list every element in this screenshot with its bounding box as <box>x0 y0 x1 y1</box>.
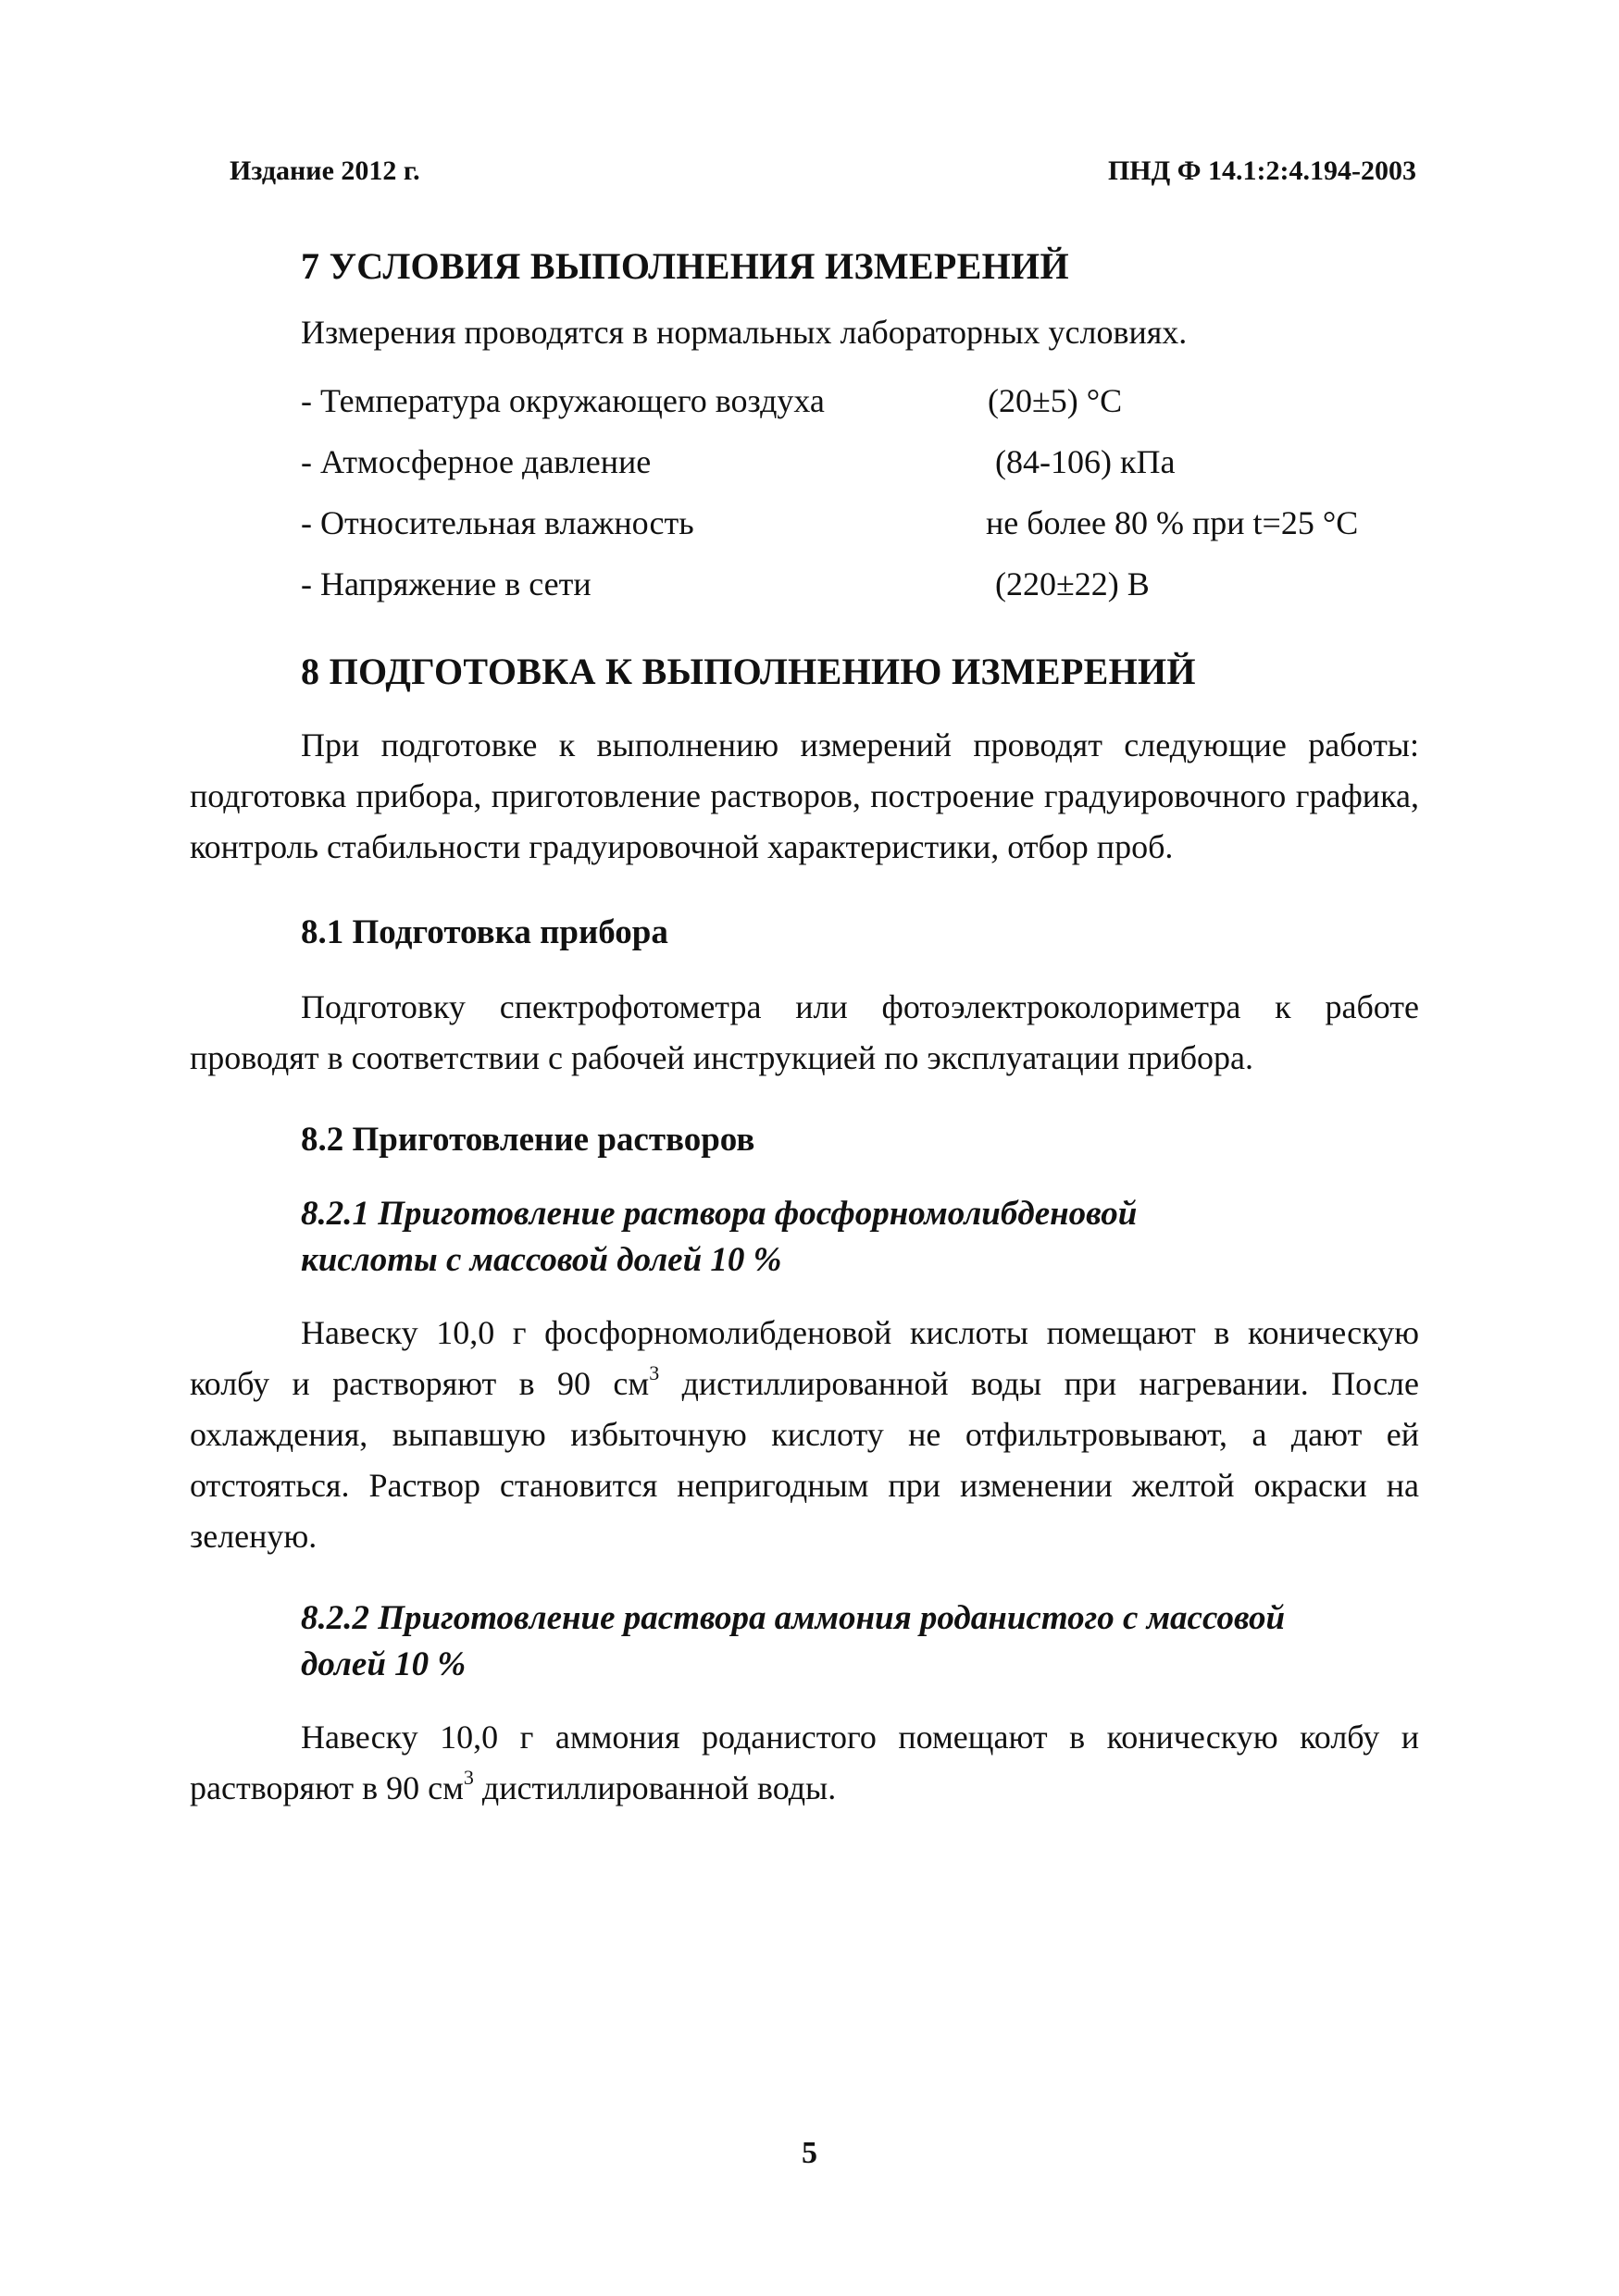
document-code: ПНД Ф 14.1:2:4.194-2003 <box>1107 155 1416 186</box>
subsection-8-2-title: 8.2 Приготовление растворов <box>301 1121 755 1159</box>
section-8-title: 8 ПОДГОТОВКА К ВЫПОЛНЕНИЮ ИЗМЕРЕНИЙ <box>301 651 1196 692</box>
subsection-8-2-2-block <box>190 1712 1419 1814</box>
subsection-8-2-2-text <box>190 1712 1419 1814</box>
subsection-8-2-1-title <box>301 1191 1419 1284</box>
condition-row <box>301 492 1419 553</box>
subsection-8-1-block <box>190 982 1419 1084</box>
superscript: 3 <box>463 1766 474 1789</box>
subsection-8-2-1-title-line1: 8.2.1 Приготовление раствора фосфорномолибденовой <box>301 1195 1138 1233</box>
subsection-8-2-1-block <box>190 1308 1419 1562</box>
condition-value: (20±5) °С <box>988 382 1123 419</box>
condition-row <box>301 370 1419 431</box>
condition-row <box>301 431 1419 492</box>
page-header <box>230 155 1416 192</box>
section-8-intro-block <box>190 720 1419 873</box>
text-part: дистиллированной воды при нагревании. После охлаждения, выпавшую избыточную кислоту не отфильтровывают, а дают ей отстояться. Раствор становится непригодным при изменении желтой окраски на зеленую. <box>190 1365 1420 1555</box>
subsection-8-2-2-title <box>301 1595 1419 1688</box>
condition-label: - Напряжение в сети <box>301 565 592 602</box>
conditions-list <box>301 370 1419 614</box>
condition-row <box>301 553 1419 614</box>
condition-label: - Атмосферное давление <box>301 443 652 480</box>
section-7-title: 7 УСЛОВИЯ ВЫПОЛНЕНИЯ ИЗМЕРЕНИЙ <box>301 245 1069 287</box>
edition-label: Издание 2012 г. <box>230 155 420 186</box>
condition-label: - Относительная влажность <box>301 504 694 541</box>
condition-value: (220±22) В <box>995 565 1150 602</box>
subsection-8-2-2-title-line1: 8.2.2 Приготовление раствора аммония роданистого с массовой <box>301 1599 1286 1637</box>
section-7-intro: Измерения проводятся в нормальных лабораторных условиях. <box>301 314 1188 351</box>
condition-value: не более 80 % при t=25 °С <box>986 504 1359 541</box>
condition-label: - Температура окружающего воздуха <box>301 382 825 419</box>
subsection-8-1-title: 8.1 Подготовка прибора <box>301 913 668 951</box>
subsection-8-1-text: Подготовку спектрофотометра или фотоэлектроколориметра к работе проводят в соответствии с рабочей инструкцией по эксплуатации прибора. <box>190 988 1419 1076</box>
text-part: Навеску 10,0 г фосфорномолибденовой кислоты помещают в коническую колбу и растворяют в 90 см <box>190 1314 1419 1402</box>
superscript: 3 <box>649 1361 660 1384</box>
page-content <box>190 242 1420 1814</box>
subsection-8-2-1-title-line2: кислоты с массовой долей 10 % <box>301 1241 782 1279</box>
text-part: дистиллированной воды. <box>473 1769 837 1806</box>
subsection-8-2-2-title-line2: долей 10 % <box>301 1645 467 1683</box>
condition-value: (84-106) кПа <box>995 443 1176 480</box>
text-part: Навеску 10,0 г аммония роданистого помещают в коническую колбу и растворяют в 90 см <box>190 1719 1419 1806</box>
subsection-8-2-1-text <box>190 1308 1419 1562</box>
section-8-intro: При подготовке к выполнению измерений проводят следующие работы: подготовка прибора, приготовление растворов, построение градуировочного графика, контроль стабильности градуировочной характеристики, отбор проб. <box>190 726 1419 865</box>
page-number: 5 <box>802 2136 817 2170</box>
